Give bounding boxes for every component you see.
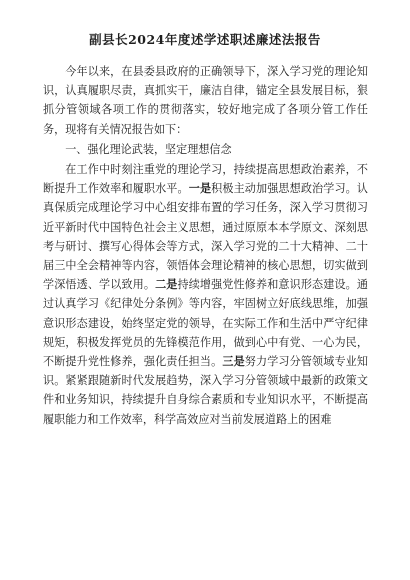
point-3-text: 努力学习分管领域专业知识。紧紧跟随新时代发展趋势，深入学习分管领域中最新的政策文件和业务知识，持续提升自身综合素质和专业知识水平，不断提高履职能力和工作效率，科学高效应对当前发展道路上的困难 (43, 355, 368, 426)
section-lead: 在工作中时刻注重党的理论学习，持续提高思想政治素养，不断提升工作效率和履职水平。 (43, 163, 368, 196)
document-title: 副县长2024年度述学述职述廉述法报告 (89, 32, 321, 47)
point-3-label: 三是 (222, 355, 245, 369)
section-heading: 一、强化理论武装，坚定理想信念 (65, 143, 232, 156)
point-1-label: 一是 (188, 182, 212, 196)
intro-paragraph (43, 62, 368, 139)
section-body (43, 160, 368, 429)
point-2-label: 二是 (155, 278, 178, 292)
intro-text: 今年以来，在县委县政府的正确领导下，深入学习党的理论知识，认真履职尽责，真抓实干，廉洁自律，锚定全县发展目标，狠抓分管领域各项工作的贯彻落实，较好地完成了各项分管工作任务，现将有关情况报告如下： (43, 65, 368, 136)
point-1-text: 积极主动加强思想政治学习。认真保质完成理论学习中心组安排布置的学习任务，深入学习贯彻习近平新时代中国特色社会主义思想，通过原原本本学原文、深刻思考与研讨、撰写心得体会等方式，深入学习党的二十大精神、二十届三中全会精神等内容，领悟体会理论精神的核心思想，切实做到学深悟透、学以致用。 (43, 182, 368, 292)
point-2-text: 持续增强党性修养和意识形态建设。通过认真学习《纪律处分条例》等内容，牢固树立好底线思维，加强意识形态建设，始终坚定党的领导，在实际工作和生活中严守纪律规矩，积极发挥党员的先锋模范作用，做到心中有党、一心为民，不断提升党性修养，强化责任担当。 (43, 278, 368, 369)
